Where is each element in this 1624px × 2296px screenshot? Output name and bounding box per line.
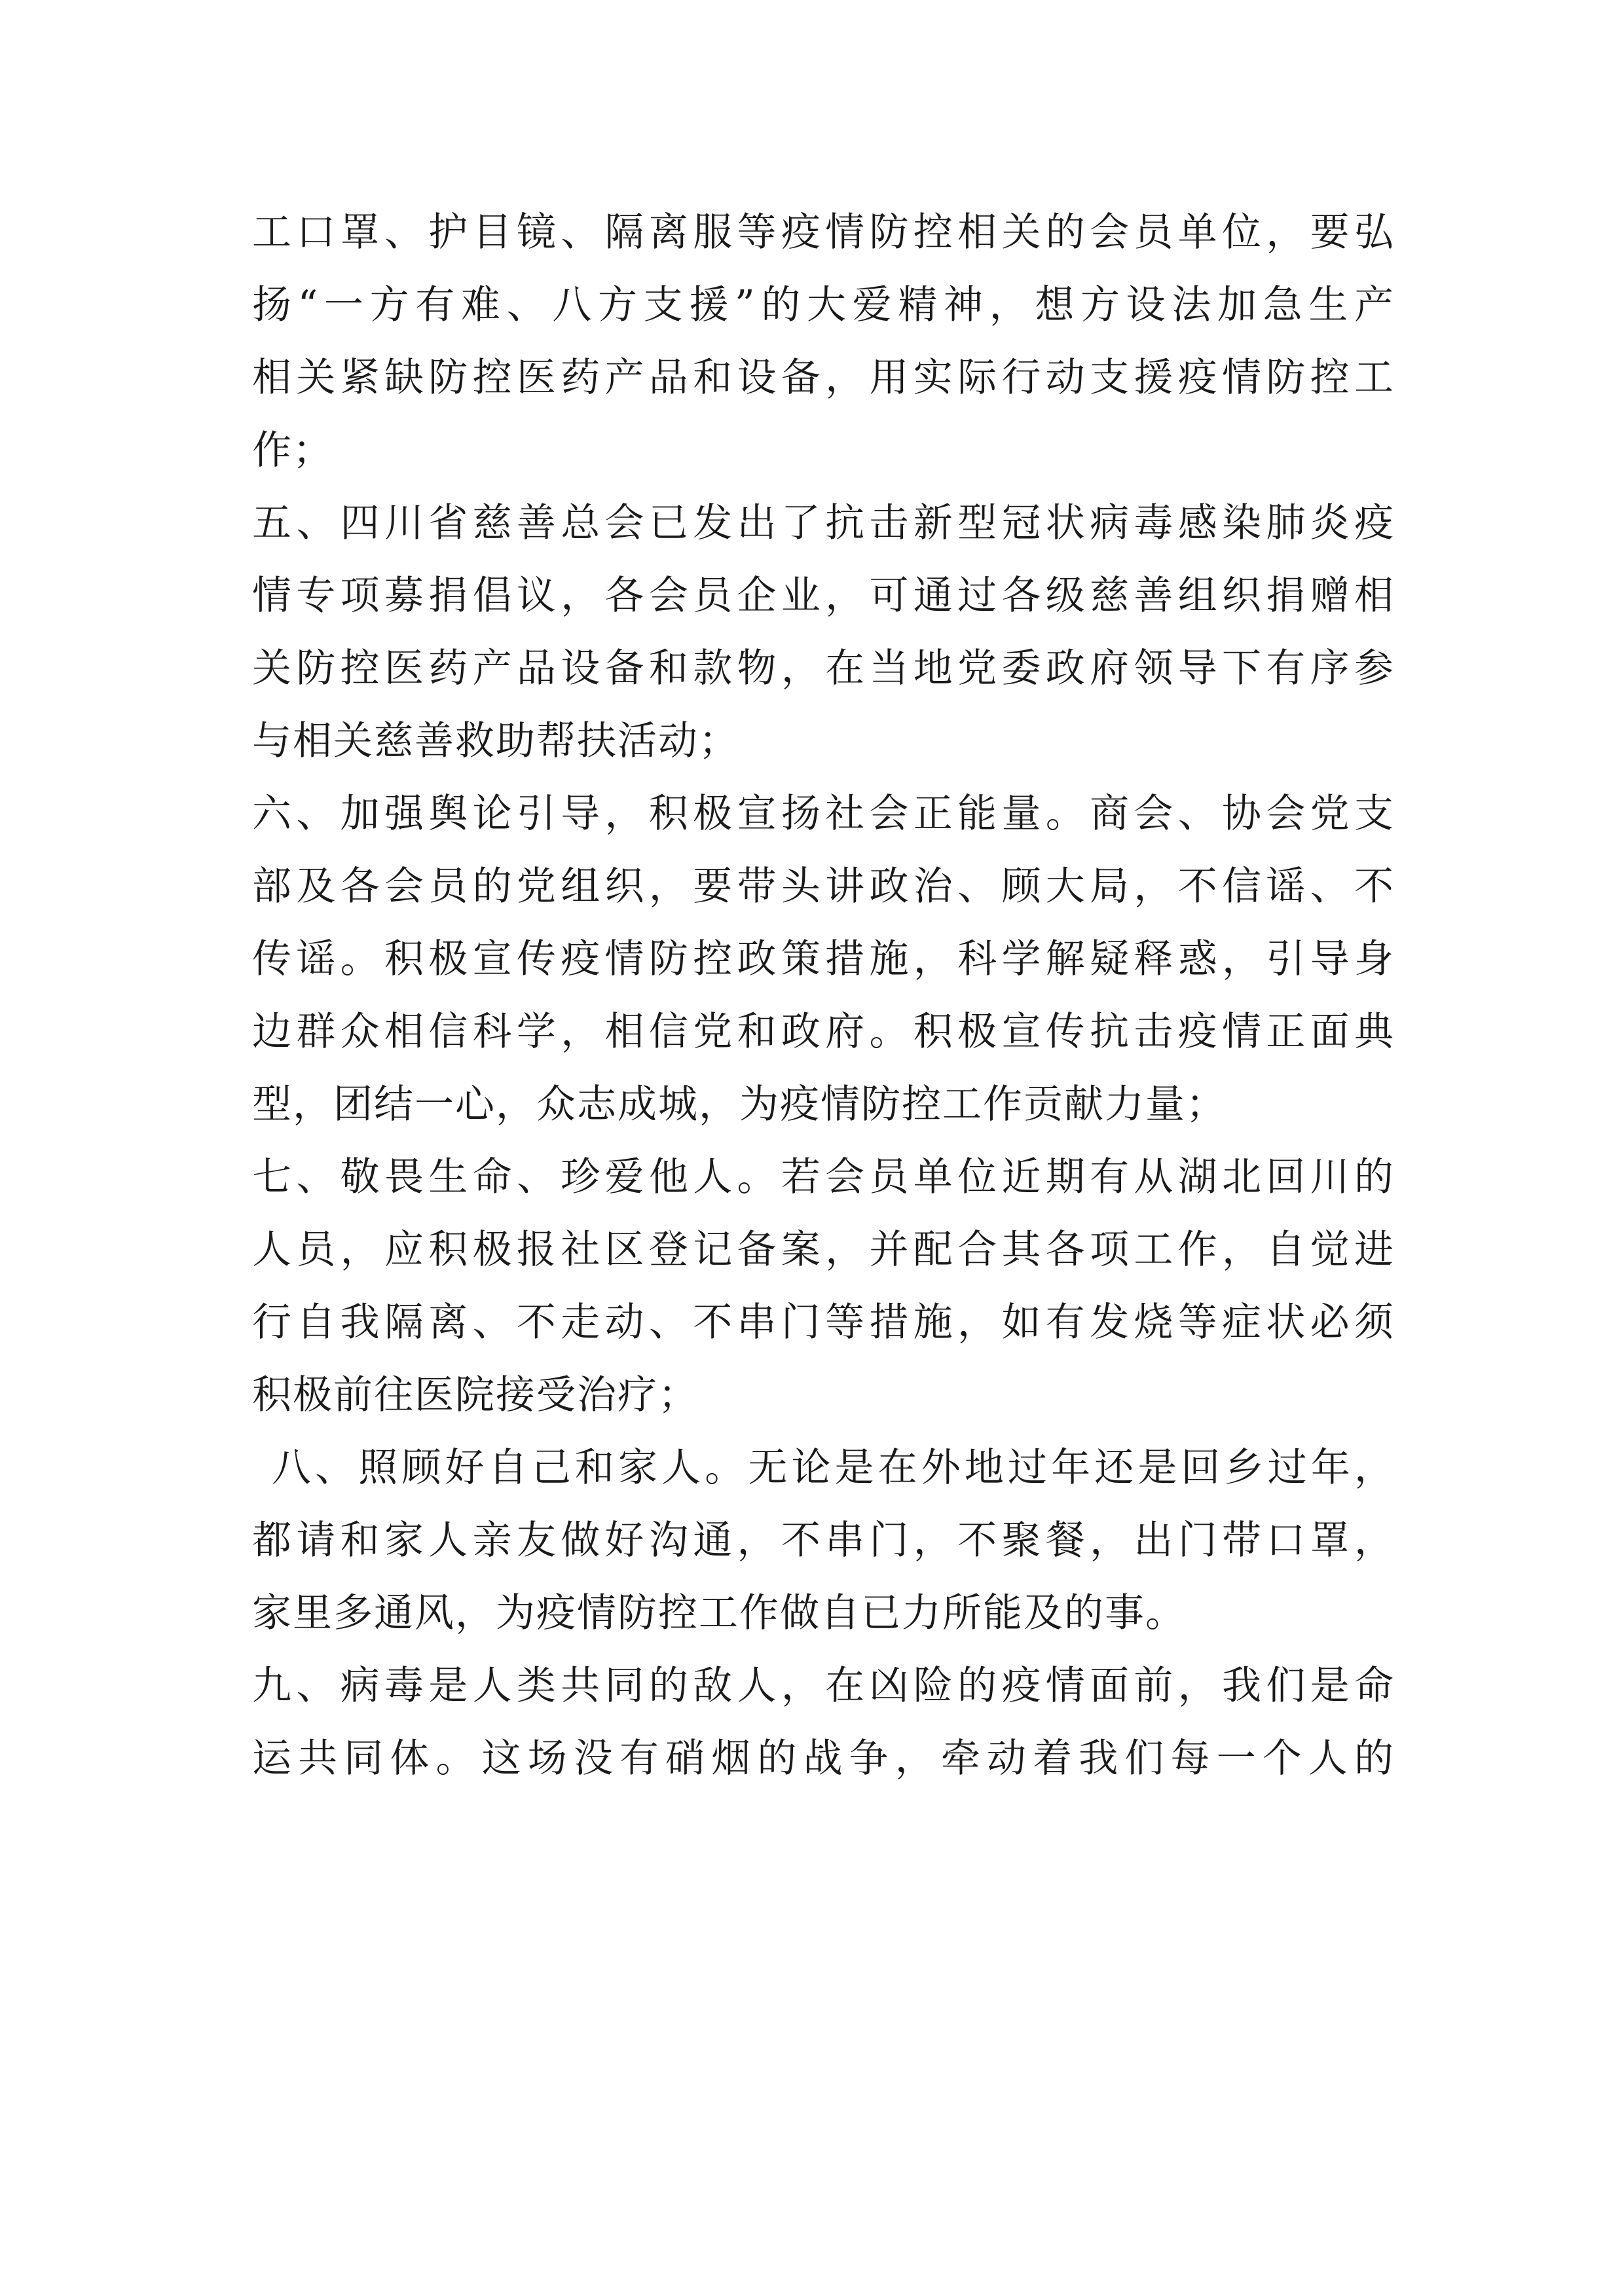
text-line: 部及各会员的党组织，要带头讲政治、顾大局，不信谣、不 <box>252 864 1395 909</box>
text-line: 与相关慈善救助帮扶活动； <box>252 718 739 764</box>
text-line: 边群众相信科学，相信党和政府。积极宣传抗击疫情正面典 <box>252 1009 1395 1055</box>
text-line: 八、照顾好自己和家人。无论是在外地过年还是回乡过年， <box>272 1445 1395 1491</box>
text-line: 六、加强舆论引导，积极宣扬社会正能量。商会、协会党支 <box>252 791 1395 837</box>
text-line: 九、病毒是人类共同的敌人，在凶险的疫情面前，我们是命 <box>252 1663 1395 1709</box>
text-line: 五、四川省慈善总会已发出了抗击新型冠状病毒感染肺炎疫 <box>252 500 1395 546</box>
text-line: 工口罩、护目镜、隔离服等疫情防控相关的会员单位，要弘 <box>252 210 1395 255</box>
text-line: 运共同体。这场没有硝烟的战争，牵动着我们每一个人的 <box>252 1736 1395 1781</box>
text-line: 作； <box>252 428 333 473</box>
text-line: 传谣。积极宣传疫情防控政策措施，科学解疑释惑，引导身 <box>252 936 1395 982</box>
text-line: 关防控医药产品设备和款物，在当地党委政府领导下有序参 <box>252 646 1395 691</box>
text-line: 相关紧缺防控医药产品和设备，用实际行动支援疫情防控工 <box>252 355 1395 401</box>
text-line: 都请和家人亲友做好沟通，不串门，不聚餐，出门带口罩， <box>252 1518 1395 1563</box>
text-line: 扬“一方有难、八方支援”的大爱精神，想方设法加急生产 <box>252 282 1395 328</box>
document-body <box>252 196 1395 1795</box>
text-line: 家里多通风，为疫情防控工作做自已力所能及的事。 <box>252 1590 1186 1636</box>
text-line: 七、敬畏生命、珍爱他人。若会员单位近期有从湖北回川的 <box>252 1154 1395 1200</box>
text-line: 人员，应积极报社区登记备案，并配合其各项工作，自觉进 <box>252 1227 1395 1273</box>
text-line: 情专项募捐倡议，各会员企业，可通过各级慈善组织捐赠相 <box>252 573 1395 619</box>
text-line: 积极前往医院接受治疗； <box>252 1372 699 1418</box>
text-line: 行自我隔离、不走动、不串门等措施，如有发烧等症状必须 <box>252 1300 1395 1345</box>
text-line: 型，团结一心，众志成城，为疫情防控工作贡献力量； <box>252 1082 1227 1127</box>
